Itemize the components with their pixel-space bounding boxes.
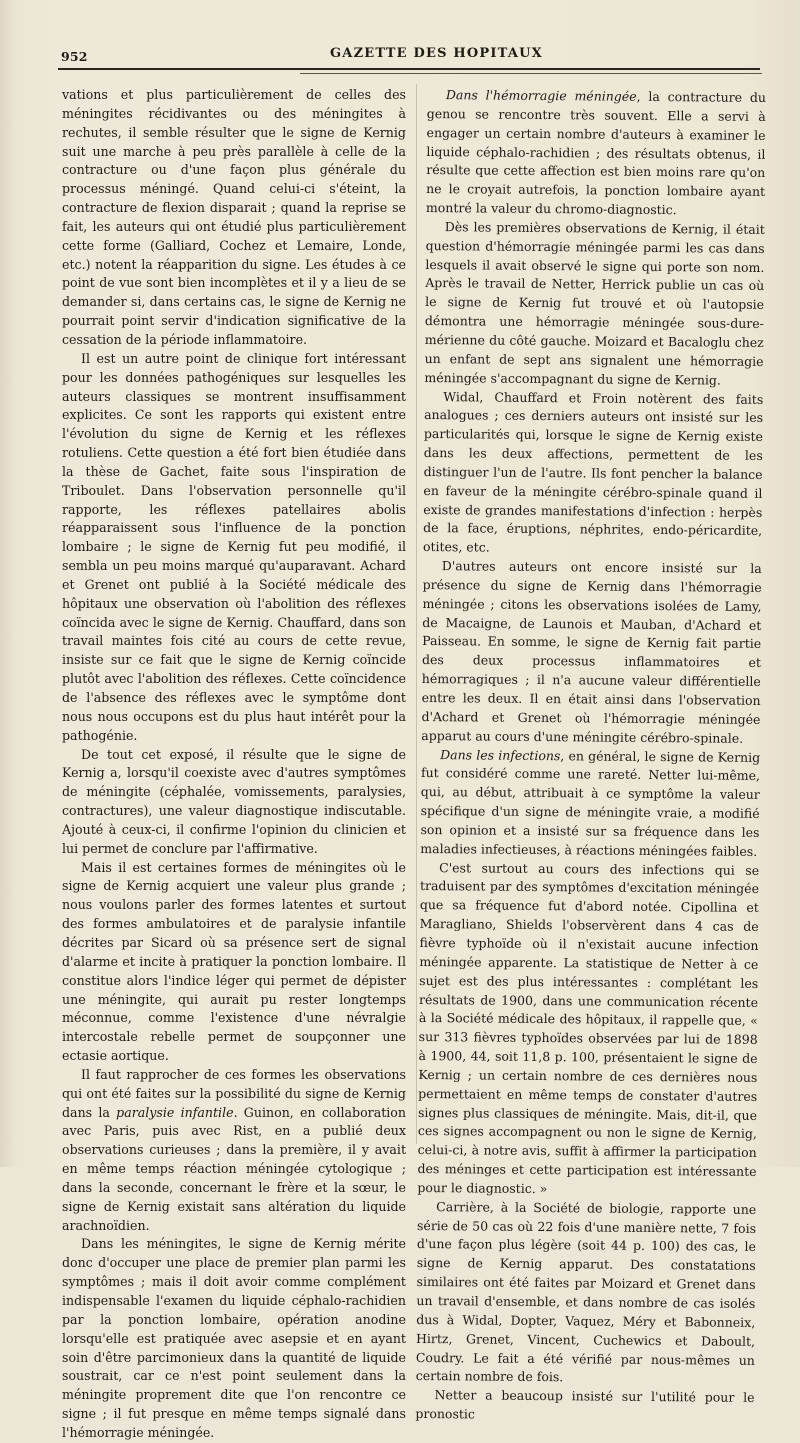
page-number: 952 (61, 49, 88, 64)
italic-phrase: Dans les infections (440, 746, 561, 763)
running-head-title: GAZETTE DES HOPITAUX (330, 46, 543, 61)
left-column-paragraph: Dans les méningites, le signe de Kernig mérite donc d'occuper une place de premier plan parmi les symptômes ; mais il doit avoir comme complément indispensable l'examen du liquide céphalo-rachidien par la ponction lombaire, opération anodine lorsqu'elle est pratiquée avec asepsie et en ayant soin d'être parcimonieux dans la quantité de liquide soustrait, car ce n'est point seulement dans la méningite proprement dite que l'on rencontre ce signe ; il fut presque en même temps signalé dans l'hémorragie méningée. (62, 1236, 406, 1440)
right-column-paragraph: Carrière, à la Société de biologie, rapporte une série de 50 cas où 22 fois d'une manière nette, 7 fois d'une façon plus légère (soit 44 p. 100) des cas, le signe de Kernig apparut. Des constatations similaires ont été faites par Moizard et Grenet dans un travail d'ensemble, et dans nombre de cas isolés dus à Widal, Dopter, Vaquez, Méry et Babonneix, Hirtz, Grenet, Vincent, Cuchewics et Daboult, Coudry. Le fait a été vérifié par nous-mêmes un certain nombre de fois. (415, 1198, 757, 1385)
right-column-paragraph: D'autres auteurs ont encore insisté sur la présence du signe de Kernig dans l'hémorragie méningée ; citons les observations isolées de Lamy, de Macaigne, de Launois et Mauban, d'Achard et Paisseau. En somme, le signe de Kernig fait partie des deux processus inflammatoires et hémorragiques ; il n'a aucune valeur différentielle entre les deux. Il en était ainsi dans l'observation d'Achard et Grenet où l'hémorragie méningée apparut au cours d'une méningite cérébro-spinale. (421, 558, 762, 746)
left-column-paragraph: Il faut rapprocher de ces formes les observations qui ont été faites sur la possibilité du signe de Kernig dans la paralysie infantile. Guinon, en collaboration avec Paris, puis avec Rist, en a publié deux observations curieuses ; dans la première, il y avait en même temps réaction méningée cytologique ; dans la seconde, concernant le frère et la sœur, le signe de Kernig existait sans altération du liquide arachnoïdien. (62, 1066, 406, 1233)
left-column-paragraph: De tout cet exposé, il résulte que le signe de Kernig a, lorsqu'il coexiste avec d'autres symptômes de méningite (céphalée, vomissements, paralysies, contractures), une valeur diagnostique indiscutable. Ajouté à ceux-ci, il confirme l'opinion du clinicien et lui permet de conclure par l'affirmative. (62, 746, 406, 856)
left-column-paragraph: Mais il est certaines formes de méningites où le signe de Kernig acquiert une valeur plus grande ; nous voulons parler des formes latentes et surtout des formes ambulatoires et de paralysie infantile décrites par Sicard où sa présence sert de signal d'alarme et incite à pratiquer la ponction lombaire. Il constitue alors l'indice léger qui permet de dépister une méningite, qui aurait pu rester longtemps méconnue, comme l'existence d'une névralgie intercostale rebelle permet de soupçonner une ectasie aortique. (62, 859, 406, 1064)
left-column (62, 86, 406, 1443)
italic-phrase: Dans l'hémorragie méningée (445, 87, 637, 104)
header-rule (58, 68, 760, 70)
right-column (415, 86, 766, 1427)
left-column-paragraph: Il est un autre point de clinique fort intéressant pour les données pathogéniques sur lesquelles les auteurs classiques se montrent insuffisamment explicites. Ce sont les rapports qui existent entre l'évolution du signe de Kernig et les réflexes rotuliens. Cette question a été fort bien étudiée dans la thèse de Gachet, faite sous l'inspiration de Triboulet. Dans l'observation personnelle qu'il rapporte, les réflexes patellaires abolis réapparaissent sous l'influence de la ponction lombaire ; le signe de Kernig fut peu modifié, il sembla un peu moins marqué qu'auparavant. Achard et Grenet ont publié à la Société médicale des hôpitaux une observation où l'abolition des réflexes coïncida avec le signe de Kernig. Chauffard, dans son travail maintes fois cité au cours de cette revue, insiste sur ce fait que le signe de Kernig coïncide plutôt avec l'abolition des réflexes. Cette coïncidence de l'absence des réflexes avec le symptôme dont nous nous occupons est du plus haut intérêt pour la pathogénie. (62, 350, 406, 743)
left-column-paragraph: vations et plus particulièrement de celles des méningites récidivantes ou des méningites à rechutes, il semble résulter que le signe de Kernig suit une marche à peu près parallèle à celle de la contracture ou d'une façon plus générale du processus méningé. Quand celui-ci s'éteint, la contracture de flexion disparait ; quand la reprise se fait, les auteurs qui ont étudié plus particulièrement cette forme (Galliard, Cochez et Lemaire, Londe, etc.) notent la réapparition du signe. Les études à ce point de vue sont bien incomplètes et il y a lieu de se demander si, dans certains cas, le signe de Kernig ne pourrait point servir d'indication significative de la cessation de la période inflammatoire. (62, 87, 406, 347)
right-column-paragraph: Netter a beaucoup insisté sur l'utilité pour le pronostic (415, 1387, 755, 1422)
right-column-paragraph: Widal, Chauffard et Froin notèrent des faits analogues ; ces derniers auteurs ont insisté sur les particularités qui, lorsque le signe de Kernig existe dans les deux affections, permettent de les distinguer l'un de l'autre. Ils font pencher la balance en faveur de la méningite cérébro-spinale quand il existe de grandes manifestations d'infection : herpès de la face, éruptions, néphrites, endo-péricardite, otites, etc. (422, 388, 764, 555)
header-rule-thin (300, 73, 762, 74)
right-column-paragraph: Dès les premières observations de Kernig, il était question d'hémorragie méningée parmi les cas dans lesquels il avait observé le signe qui porte son nom. Après le travail de Netter, Herrick publie un cas où le signe de Kernig fut trouvé et où l'autopsie démontra une hémorragie méningée sous-dure-mérienne du côté gauche. Moizard et Bacaloglu chez un enfant de sept ans signalent une hémorragie méningée s'accompagnant du signe de Kernig. (424, 219, 765, 388)
column-divider (416, 84, 417, 1144)
right-column-paragraph: Dans les infections, en général, le signe de Kernig fut considéré comme une rareté. Netter lui-même, qui, au début, attribuait à ce symptôme la valeur spécifique d'un signe de méningite vraie, a modifié son opinion et a insisté sur sa fréquence dans les maladies infectieuses, à réactions méningées faibles. (420, 746, 761, 859)
right-column-paragraph: C'est surtout au cours des infections qui se traduisent par des symptômes d'excitation méningée que sa fréquence fut d'abord notée. Cipollina et Maragliano, Shields l'observèrent dans 4 cas de fièvre typhoïde où il n'existait aucune infection méningée apparente. La statistique de Netter à ce sujet est des plus intéressantes : complétant les résultats de 1900, dans une communication récente à la Société médicale des hôpitaux, il rappelle que, « sur 313 fièvres typhoïdes observées par lui de 1898 à 1900, 44, soit 11,8 p. 100, présentaient le signe de Kernig ; un certain nombre de ces dernières nous permettaient en même temps de constater d'autres signes plus classiques de méningite. Mais, dit-il, que ces signes accompagnent ou non le signe de Kernig, celui-ci, à notre avis, suffit à affirmer la participation des méninges et cette participation est intéressante pour le diagnostic. » (417, 859, 760, 1197)
italic-phrase: paralysie infantile (116, 1104, 234, 1120)
right-column-paragraph: Dans l'hémorragie méningée, la contracture du genou se rencontre très souvent. Elle a servi à engager un certain nombre d'auteurs à examiner le liquide céphalo-rachidien ; des résultats obtenus, il résulte que cette affection est bien moins rare qu'on ne le croyait autrefois, la ponction lombaire ayant montré la valeur du chromo-diagnostic. (425, 87, 766, 218)
